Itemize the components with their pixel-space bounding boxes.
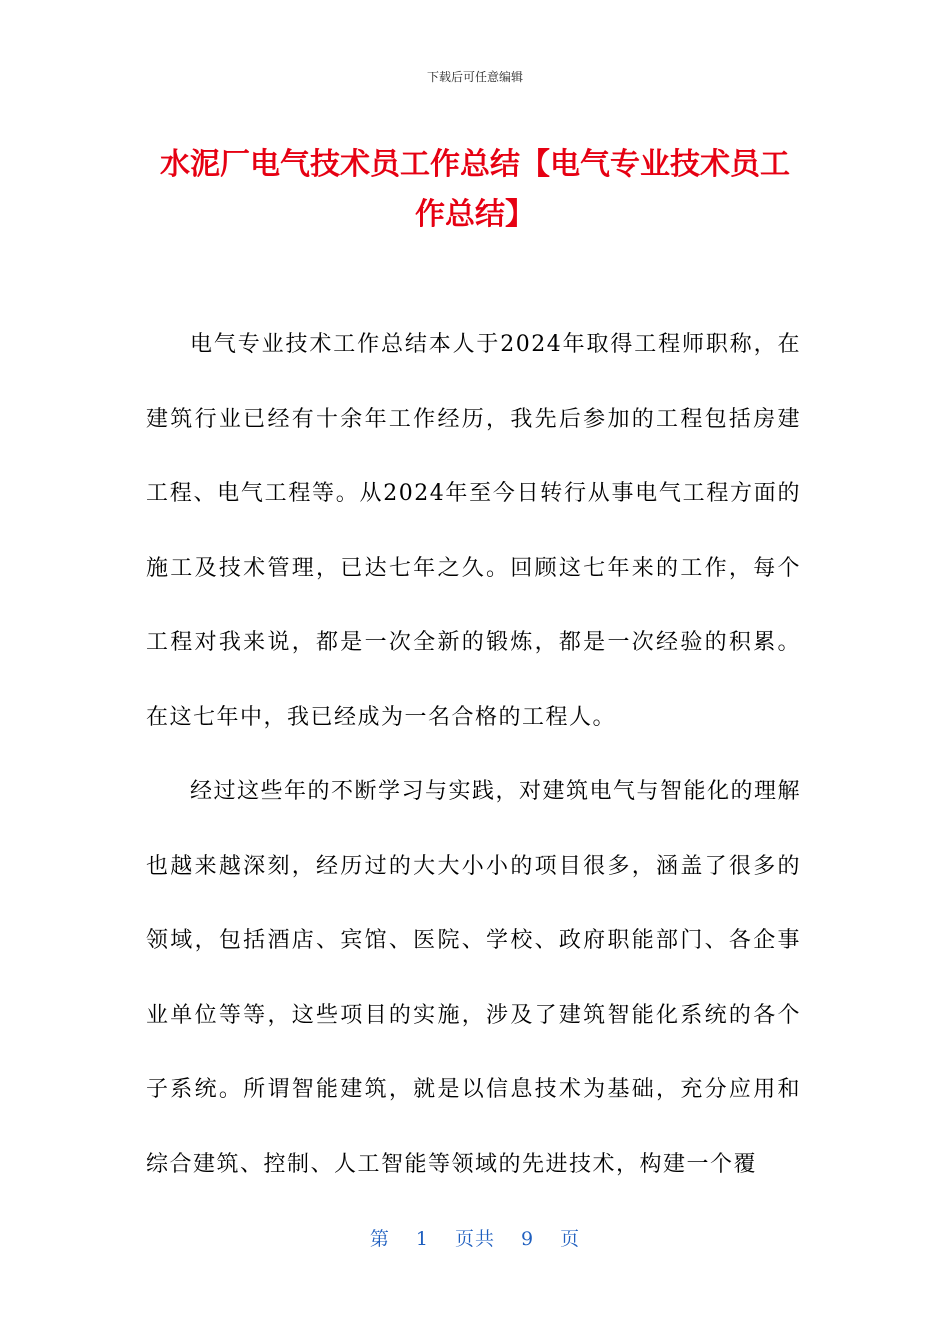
- total-pages-number: 9: [521, 1228, 535, 1250]
- header-note: 下载后可任意编辑: [426, 70, 523, 84]
- footer-suffix: 页: [560, 1228, 581, 1250]
- paragraph: 电气专业技术工作总结本人于2024年取得工程师职称，在建筑行业已经有十余年工作经历，我先后参加的工程包括房建工程、电气工程等。从2024年至今日转行从事电气工程方面的施工及技术管理，已达七年之久。回顾这七年来的工作，每个工程对我来说，都是一次全新的锻炼，都是一次经验的积累。在这七年中，我已经成为一名合格的工程人。: [146, 332, 801, 730]
- footer-middle: 页共: [454, 1228, 495, 1250]
- current-page-number: 1: [415, 1228, 429, 1250]
- page-footer: [0, 1224, 950, 1251]
- paragraph: 经过这些年的不断学习与实践，对建筑电气与智能化的理解也越来越深刻，经历过的大大小小的项目很多，涵盖了很多的领域，包括酒店、宾馆、医院、学校、政府职能部门、各企事业单位等等，这些项目的实施，涉及了建筑智能化系统的各个子系统。所谓智能建筑，就是以信息技术为基础，充分应用和综合建筑、控制、人工智能等领域的先进技术，构建一个覆: [146, 779, 802, 1177]
- footer-prefix: 第: [369, 1228, 390, 1250]
- document-body: [146, 308, 801, 1202]
- document-title: 水泥厂电气技术员工作总结【电气专业技术员工作总结】: [160, 147, 790, 232]
